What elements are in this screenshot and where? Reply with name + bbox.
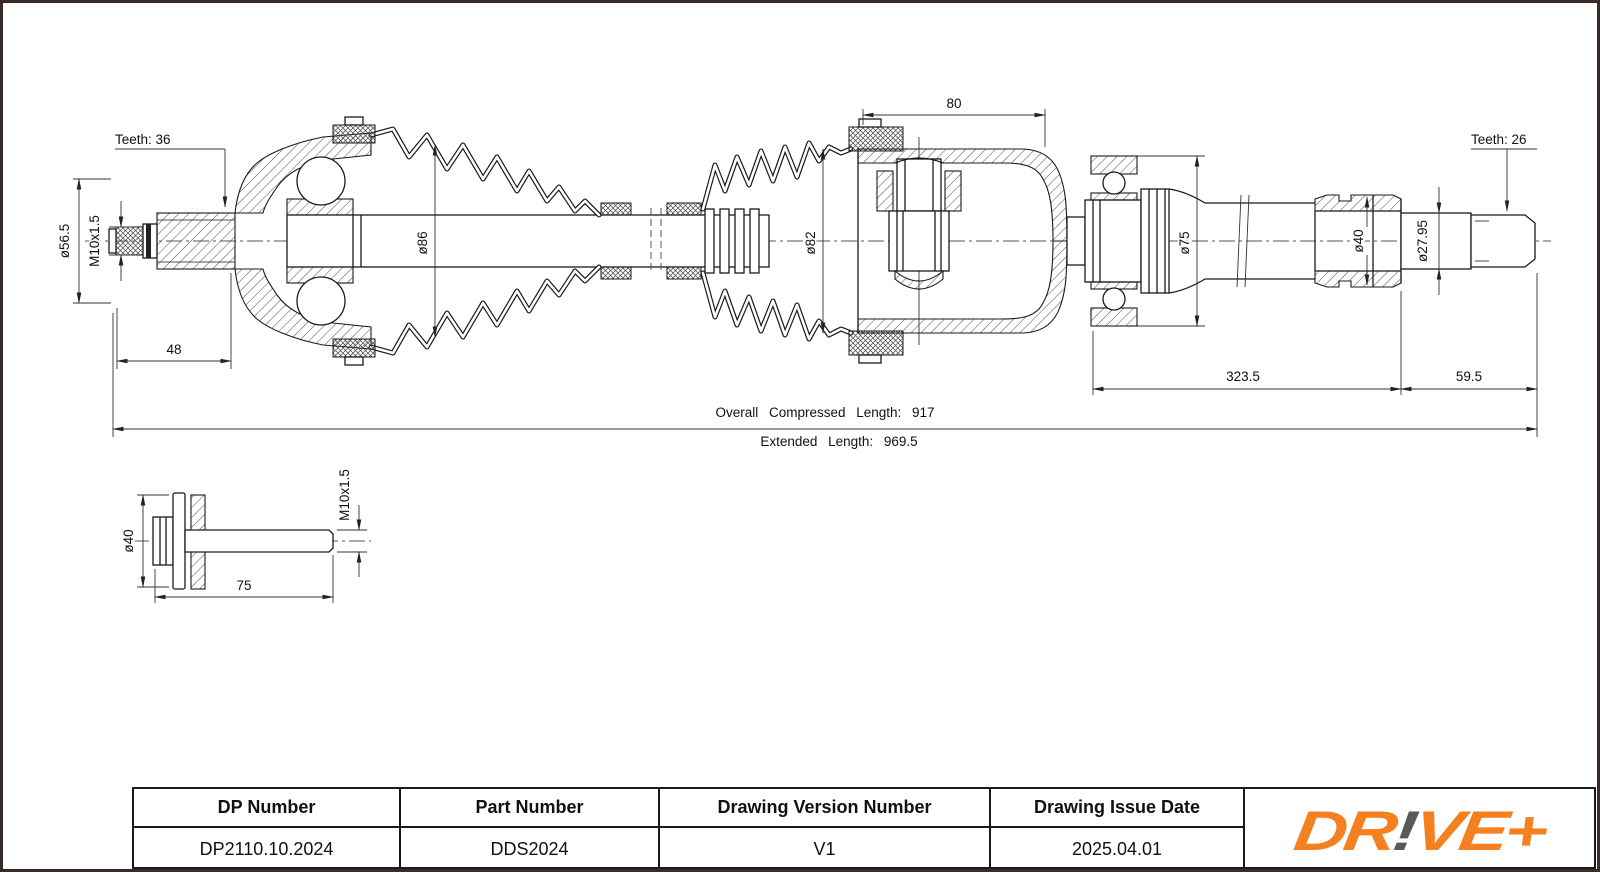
bolt-flange [173, 493, 185, 589]
overall-compressed-length-label: Overall Compressed Length: 917 [715, 405, 935, 420]
cv-ball-top [297, 157, 345, 205]
bearing-ball-bottom [1103, 288, 1125, 310]
dia-56-5-label: ø56.5 [57, 223, 72, 259]
dia-75-label: ø75 [1177, 231, 1192, 255]
m10-label: M10x1.5 [87, 215, 102, 267]
dim-80-label: 80 [946, 96, 962, 111]
bolt-detail-view [121, 469, 371, 603]
dp-number-header: DP Number [134, 789, 401, 828]
dim-59-5-label: 59.5 [1455, 369, 1483, 384]
dp-number-value: DP2110.10.2024 [134, 828, 401, 871]
boot-clamp-large [333, 125, 375, 143]
title-block [132, 787, 1596, 869]
support-bearing [1085, 156, 1141, 326]
part-number-value: DDS2024 [401, 828, 660, 871]
teeth-left-label: Teeth: 36 [115, 132, 171, 147]
dia-27-95-label: ø27.95 [1415, 219, 1430, 263]
teeth-right-label: Teeth: 26 [1471, 132, 1527, 147]
extended-length-label: Extended Length: 969.5 [760, 434, 918, 449]
bolt-hex-head [153, 517, 173, 565]
drive-plus-logo [1290, 798, 1548, 863]
logo-part-ve-plus: VE+ [1409, 798, 1549, 862]
dia-86-label: ø86 [415, 231, 430, 255]
bolt-dia-40-label: ø40 [121, 529, 136, 553]
axle-technical-drawing [3, 3, 1600, 872]
logo-cell [1245, 789, 1594, 871]
dia-82-label: ø82 [803, 231, 818, 255]
part-number-header: Part Number [401, 789, 660, 828]
dia-40-label: ø40 [1351, 229, 1366, 253]
inner-boot-clamp-small [667, 203, 701, 215]
bolt-shank [185, 530, 333, 552]
axle-shaft [287, 208, 769, 274]
issue-date-value: 2025.04.01 [991, 828, 1245, 871]
cv-ball-bottom [297, 277, 345, 325]
bolt-dim-75-label: 75 [236, 578, 252, 593]
dim-48-label: 48 [166, 342, 182, 357]
dim-323-5-label: 323.5 [1226, 369, 1260, 384]
logo-exclamation: ! [1389, 798, 1419, 862]
left-threaded-stub [109, 213, 235, 269]
boot-clamp-small [601, 203, 631, 215]
bearing-ball-top [1103, 172, 1125, 194]
logo-part-dr: DR [1290, 798, 1399, 862]
inner-boot-clamp-large [849, 127, 903, 151]
main-axle-view [57, 96, 1551, 449]
bolt-m10-label: M10x1.5 [337, 469, 352, 521]
drawing-version-header: Drawing Version Number [660, 789, 991, 828]
drawing-version-value: V1 [660, 828, 991, 871]
issue-date-header: Drawing Issue Date [991, 789, 1245, 828]
